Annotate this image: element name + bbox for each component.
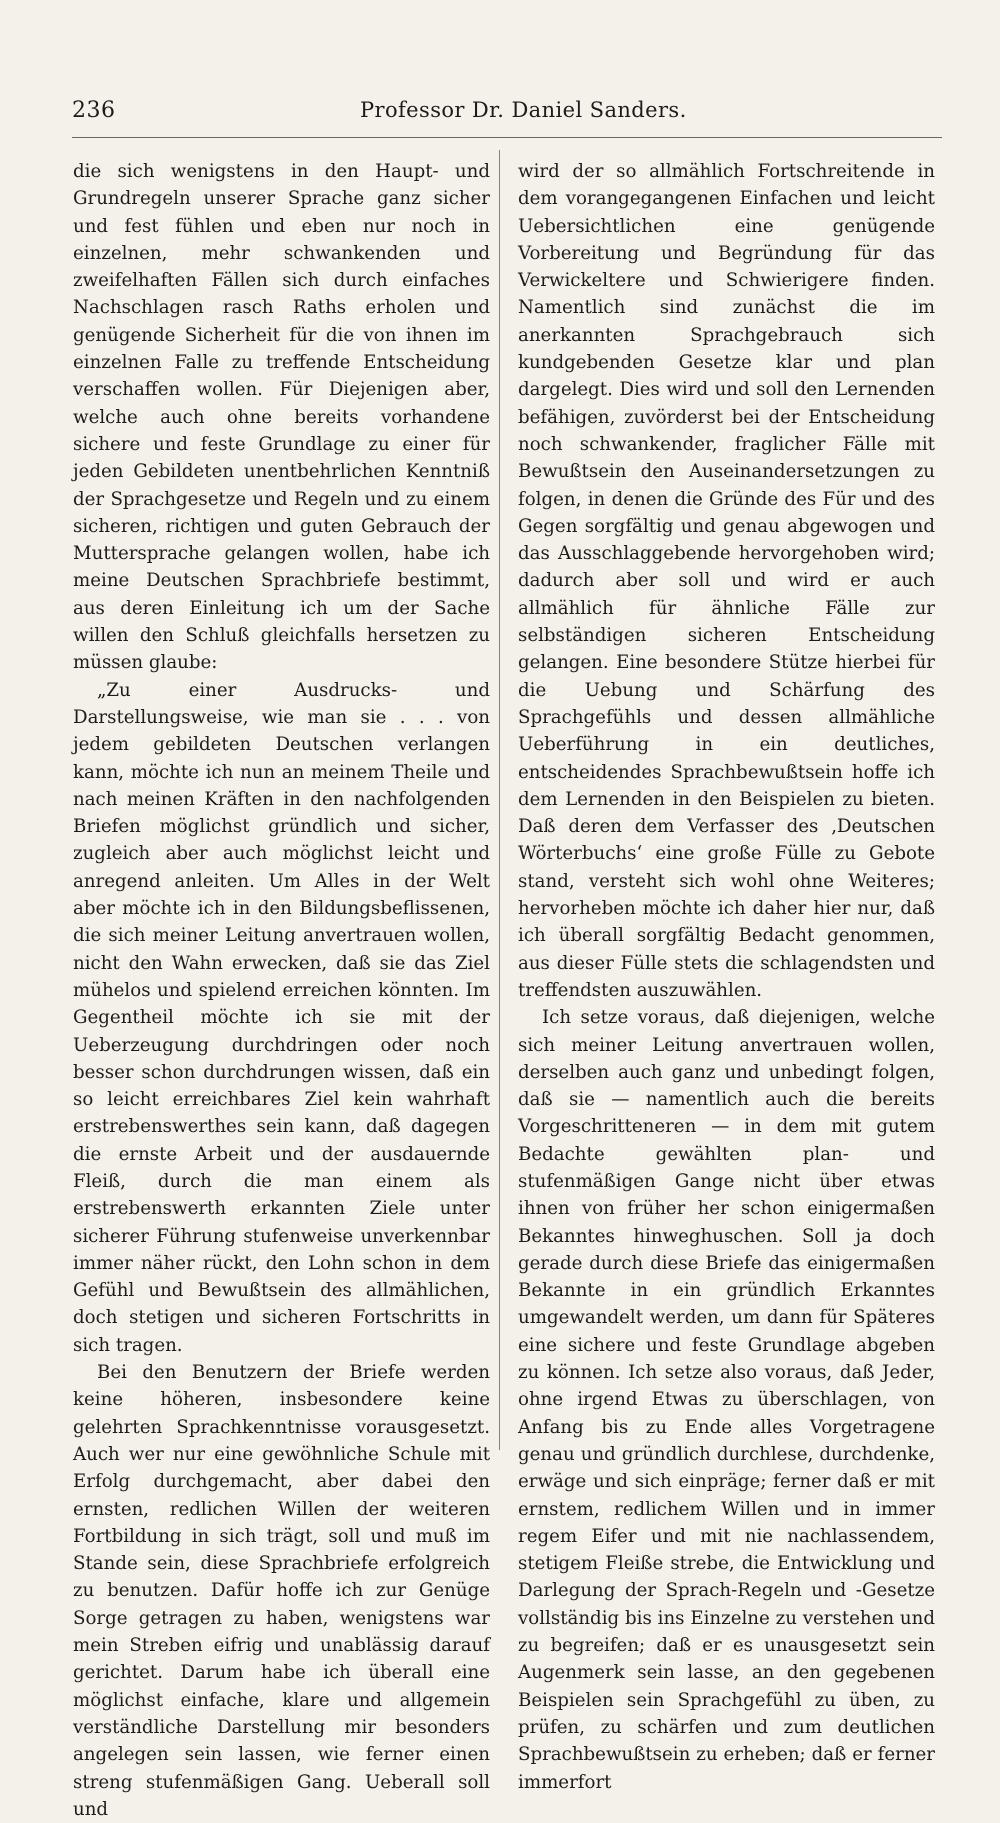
right-column bbox=[518, 158, 935, 1796]
page-number: 236 bbox=[72, 98, 116, 123]
left-paragraph-2: „Zu einer Ausdrucks- und Darstellungsweise, wie man sie . . . von jedem gebildeten Deutschen verlangen kann, möchte ich nun an meinem Theile und nach meinen Kräften in den nachfolgenden Briefen möglichst gründlich und sicher, zugleich aber auch möglichst leicht und anregend anleiten. Um Alles in der Welt aber möchte ich in den Bildungsbeflissenen, die sich meiner Leitung anvertrauen wollen, nicht den Wahn erwecken, daß sie das Ziel mühelos und spielend erreichen könnten. Im Gegentheil möchte ich sie mit der Ueberzeugung durchdringen oder noch besser schon durchdrungen wissen, daß ein so leicht erreichbares Ziel kein wahrhaft erstrebenswerthes sein kann, daß dagegen die ernste Arbeit und der ausdauernde Fleiß, durch die man einem als erstrebenswerth erkannten Ziele unter sicherer Führung stufenweise unverkennbar immer näher rückt, den Lohn schon in dem Gefühl und Bewußtsein des allmählichen, doch stetigen und sicheren Fortschritts in sich tragen. bbox=[73, 679, 490, 1356]
left-paragraph-1: die sich wenigstens in den Haupt- und Grundregeln unserer Sprache ganz sicher und fest fühlen und eben nur noch in einzelnen, mehr schwankenden und zweifelhaften Fällen sich durch einfaches Nachschlagen rasch Raths erholen und genügende Sicherheit für die von ihnen im einzelnen Falle zu treffende Entscheidung verschaffen wollen. Für Diejenigen aber, welche auch ohne bereits vorhandene sichere und feste Grundlage zu einer für jeden Gebildeten unentbehrlichen Kenntniß der Sprachgesetze und Regeln und zu einem sicheren, richtigen und guten Gebrauch der Muttersprache gelangen wollen, habe ich meine Deutschen Sprachbriefe bestimmt, aus deren Einleitung ich um der Sache willen den Schluß gleichfalls hersetzen zu müssen glaube: bbox=[73, 161, 490, 674]
right-paragraph-2: Ich setze voraus, daß diejenigen, welche sich meiner Leitung anvertrauen wollen, derselben auch ganz und unbedingt folgen, daß sie — namentlich auch die bereits Vorgeschritteneren — in dem mit gutem Bedachte gewählten plan- und stufenmäßigen Gange nicht über etwas ihnen von früher her schon einigermaßen Bekanntes hinweghuschen. Soll ja doch gerade durch diese Briefe das einigermaßen Bekannte in ein gründlich Erkanntes umgewandelt werden, um dann für Späteres eine sichere und feste Grundlage abgeben zu können. Ich setze also voraus, daß Jeder, ohne irgend Etwas zu überschlagen, von Anfang bis zu Ende alles Vorgetragene genau und gründlich durchlese, durchdenke, erwäge und sich einpräge; ferner daß er mit ernstem, redlichem Willen und in immer regem Eifer und mit nie nachlassendem, stetigem Fleiße strebe, die Entwicklung und Darlegung der Sprach-Regeln und -Gesetze vollständig bis ins Einzelne zu verstehen und zu begreifen; daß er es unausgesetzt sein Augenmerk sein lasse, an den gegebenen Beispielen sein Sprachgefühl zu üben, zu prüfen, zu schärfen und zum deutlichen Sprachbewußtsein zu erheben; daß er ferner immerfort bbox=[518, 1007, 935, 1793]
right-paragraph-1: wird der so allmählich Fortschreitende in dem vorangegangenen Einfachen und leicht Uebersichtlichen eine genügende Vorbereitung und Begründung für das Verwickeltere und Schwierigere finden. Namentlich sind zunächst die im anerkannten Sprachgebrauch sich kundgebenden Gesetze klar und plan dargelegt. Dies wird und soll den Lernenden befähigen, zuvörderst bei der Entscheidung noch schwankender, fraglicher Fälle mit Bewußtsein den Auseinandersetzungen zu folgen, in denen die Gründe des Für und des Gegen sorgfältig und genau abgewogen und das Ausschlaggebende hervorgehoben wird; dadurch aber soll und wird er auch allmählich für ähnliche Fälle zur selbständigen sicheren Entscheidung gelangen. Eine besondere Stütze hierbei für die Uebung und Schärfung des Sprachgefühls und dessen allmähliche Ueberführung in ein deutliches, entscheidendes Sprachbewußtsein hoffe ich dem Lernenden in den Beispielen zu bieten. Daß deren dem Verfasser des ‚Deutschen Wörterbuchs‘ eine große Fülle zu Gebote stand, versteht sich wohl ohne Weiteres; hervorheben möchte ich daher hier nur, daß ich überall sorgfältig Bedacht genommen, aus dieser Fülle stets die schlagendsten und treffendsten auszuwählen. bbox=[518, 161, 935, 1001]
header-rule bbox=[72, 137, 942, 138]
column-divider bbox=[499, 150, 500, 1450]
left-column bbox=[73, 158, 490, 1823]
left-paragraph-3: Bei den Benutzern der Briefe werden keine höheren, insbesondere keine gelehrten Sprachkenntnisse vorausgesetzt. Auch wer nur eine gewöhnliche Schule mit Erfolg durchgemacht, aber dabei den ernsten, redlichen Willen der weiteren Fortbildung in sich trägt, soll und muß im Stande sein, diese Sprachbriefe erfolgreich zu benutzen. Dafür hoffe ich zur Genüge Sorge getragen zu haben, wenigstens war mein Streben eifrig und unablässig darauf gerichtet. Darum habe ich überall eine möglichst einfache, klare und allgemein verständliche Darstellung mir besonders angelegen sein lassen, wie ferner einen streng stufenmäßigen Gang. Ueberall soll und bbox=[73, 1362, 490, 1820]
running-title: Professor Dr. Daniel Sanders. bbox=[360, 98, 687, 122]
